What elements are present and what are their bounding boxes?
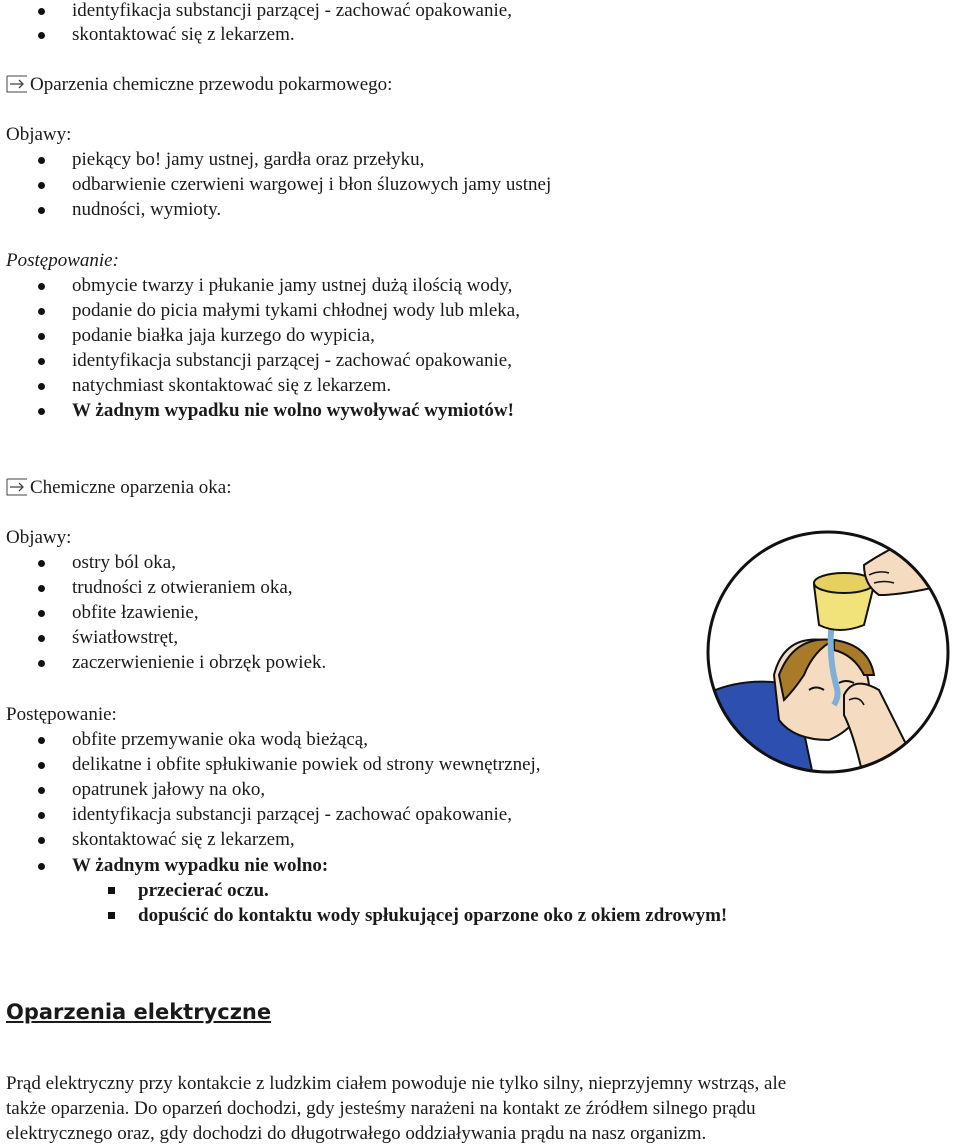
list-item: opatrunek jałowy na oko, xyxy=(72,779,266,800)
list-item: identyfikacja substancji parzącej - zachować opakowanie, xyxy=(72,350,512,371)
paragraph-line: także oparzenia. Do oparzeń dochodzi, gdy jesteśmy narażeni na kontakt ze źródłem silnego prądu xyxy=(6,1098,756,1119)
list-item: natychmiast skontaktować się z lekarzem. xyxy=(72,375,392,396)
sub-warning-item: przecierać oczu. xyxy=(138,880,269,901)
list-item: skontaktować się z lekarzem, xyxy=(72,829,295,850)
arrow-right-box-icon xyxy=(6,478,28,496)
list-item: skontaktować się z lekarzem. xyxy=(72,24,295,45)
list-item: podanie białka jaja kurzego do wypicia, xyxy=(72,325,375,346)
arrow-right-box-icon xyxy=(6,75,28,93)
list-item: trudności z otwieraniem oka, xyxy=(72,577,293,598)
list-item: identyfikacja substancji parzącej - zachować opakowanie, xyxy=(72,0,512,21)
eye-rinsing-illustration xyxy=(704,525,960,780)
section-title-text: Chemiczne oparzenia oka: xyxy=(30,477,232,498)
list-item: nudności, wymioty. xyxy=(72,199,222,220)
warning-item: W żadnym wypadku nie wolno wywoływać wymiotów! xyxy=(72,400,514,421)
paragraph-line: Prąd elektryczny przy kontakcie z ludzkim ciałem powoduje nie tylko silny, nieprzyjemny wstrząs, ale xyxy=(6,1073,787,1094)
list-item: zaczerwienienie i obrzęk powiek. xyxy=(72,652,327,673)
list-item: delikatne i obfite spłukiwanie powiek od strony wewnętrznej, xyxy=(72,754,541,775)
list-item: podanie do picia małymi tykami chłodnej wody lub mleka, xyxy=(72,300,520,321)
sub-warning-item: dopuścić do kontaktu wody spłukującej oparzone oko z okiem zdrowym! xyxy=(138,905,728,926)
section-title xyxy=(6,73,392,97)
section-heading: Oparzenia elektryczne xyxy=(6,1000,272,1024)
list-item: obfite łzawienie, xyxy=(72,602,199,623)
list-item: ostry ból oka, xyxy=(72,552,176,573)
list-item: obfite przemywanie oka wodą bieżącą, xyxy=(72,729,368,750)
warning-item: W żadnym wypadku nie wolno: xyxy=(72,855,329,876)
list-item: obmycie twarzy i płukanie jamy ustnej dużą ilością wody, xyxy=(72,275,513,296)
objawy-label: Objawy: xyxy=(6,124,72,145)
objawy-label: Objawy: xyxy=(6,527,72,548)
section-title xyxy=(6,476,232,500)
postepowanie-label: Postępowanie: xyxy=(6,704,117,725)
list-item: piekący bo! jamy ustnej, gardła oraz przełyku, xyxy=(72,149,425,170)
postepowanie-label: Postępowanie: xyxy=(6,250,119,271)
list-item: odbarwienie czerwieni wargowej i błon śluzowych jamy ustnej xyxy=(72,174,552,195)
section-title-text: Oparzenia chemiczne przewodu pokarmowego: xyxy=(30,74,393,95)
list-item: światłowstręt, xyxy=(72,627,179,648)
list-item: identyfikacja substancji parzącej - zachować opakowanie, xyxy=(72,804,512,825)
paragraph-line: elektrycznego oraz, gdy dochodzi do długotrwałego oddziaływania prądu na nasz organizm. xyxy=(6,1123,707,1144)
